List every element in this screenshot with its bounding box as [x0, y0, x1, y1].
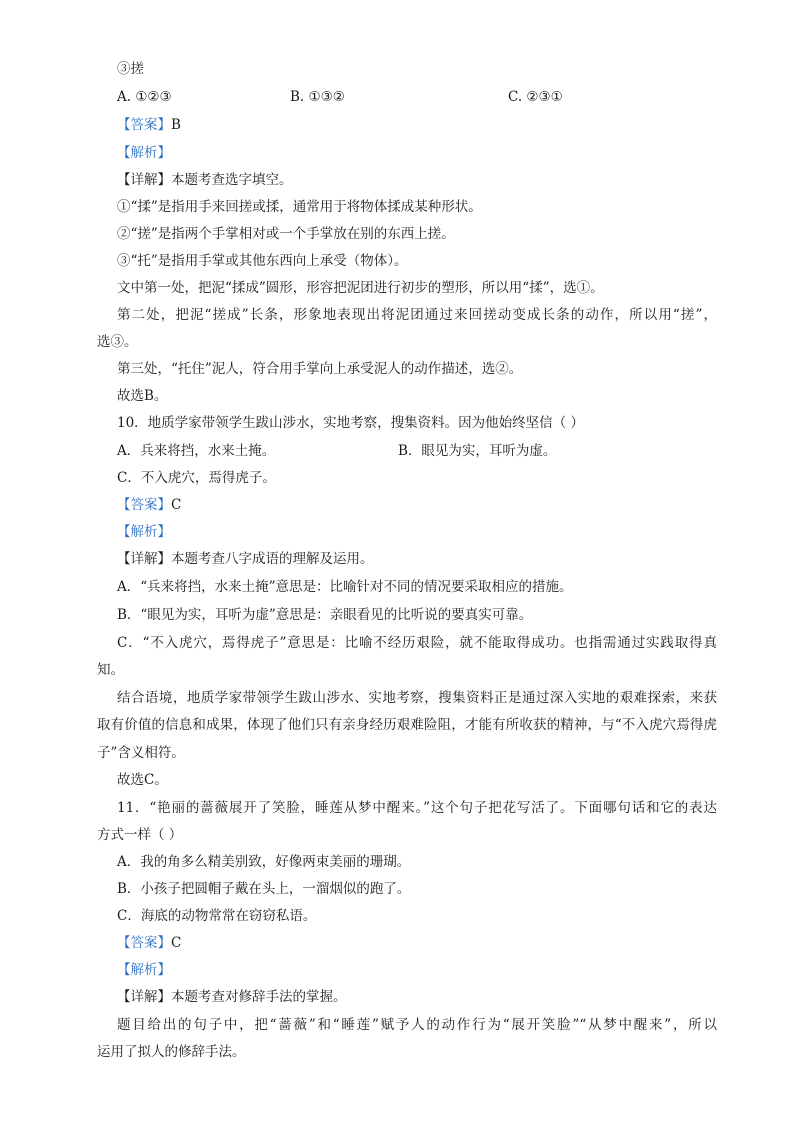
q10-context-1: 结合语境，地质学家带领学生跋山涉水、实地考察，搜集资料正是通过深入实地的艰难探索，来获: [117, 690, 717, 706]
q10-explain-a: A．“兵来将挡，水来土掩”意思是：比喻针对不同的情况要采取相应的措施。: [117, 579, 573, 595]
q9-conclusion: 故选B。: [117, 388, 168, 404]
q9-answer: [117, 116, 717, 134]
q10-detail: [117, 550, 717, 568]
q10-analysis-tag: 【解析】: [117, 524, 171, 540]
q10-conclusion: 故选C。: [117, 772, 168, 788]
q11-detail: [117, 988, 717, 1006]
q11-question-1: 11．“艳丽的蔷薇展开了笑脸，睡莲从梦中醒来。”这个句子把花写活了。下面哪句话和它的表达: [117, 800, 717, 816]
q10-option-c: C．不入虎穴，焉得虎子。: [117, 470, 276, 486]
q9-option-a: A. ①②③: [117, 89, 172, 105]
detail-text: 本题考查对修辞手法的掌握。: [171, 989, 347, 1005]
detail-text: 本题考查八字成语的理解及运用。: [171, 551, 374, 567]
q9-option-c: C. ②③①: [508, 89, 563, 105]
q9-detail: [117, 171, 717, 189]
q11-analysis-tag: 【解析】: [117, 962, 171, 978]
q9-explain-6: 第三处，“托住”泥人，符合用手掌向上承受泥人的动作描述，选②。: [117, 361, 523, 377]
q10-question: 10．地质学家带领学生跋山涉水，实地考察，搜集资料。因为他始终坚信（ ）: [117, 415, 584, 431]
q11-option-b: B．小孩子把圆帽子戴在头上，一溜烟似的跑了。: [117, 881, 411, 897]
detail-tag: 【详解】: [117, 172, 171, 188]
q10-explain-c1: C．“不入虎穴，焉得虎子”意思是：比喻不经历艰险，就不能取得成功。也指需通过实践取得真: [117, 635, 717, 651]
q10-explain-c2: 知。: [97, 662, 124, 678]
q9-explain-5a: 第二处，把泥“搓成”长条，形象地表现出将泥团通过来回搓动变成长条的动作，所以用“搓”，: [117, 307, 717, 323]
answer-value: B: [171, 117, 181, 133]
option-3-line: ③搓: [117, 61, 144, 77]
q9-analysis-tag: 【解析】: [117, 145, 171, 161]
q11-option-c: C．海底的动物常常在窃窃私语。: [117, 908, 317, 924]
q9-explain-4: 文中第一处，把泥“揉成”圆形，形容把泥团进行初步的塑形，所以用“揉”，选①。: [117, 280, 604, 296]
answer-value: C: [171, 497, 182, 513]
q10-context-3: 子”含义相符。: [97, 745, 185, 761]
detail-text: 本题考查选字填空。: [171, 172, 293, 188]
q11-option-a: A．我的角多么精美别致，好像两束美丽的珊瑚。: [117, 854, 411, 870]
q9-option-b: B. ①③②: [290, 89, 345, 105]
q10-option-a: A．兵来将挡，水来土掩。: [117, 443, 276, 459]
answer-tag: 【答案】: [117, 935, 171, 951]
answer-value: C: [171, 935, 182, 951]
q9-explain-3: ③“托”是指用手掌或其他东西向上承受（物体）。: [117, 253, 408, 269]
q11-answer: [117, 934, 717, 952]
q11-explain-2: 运用了拟人的修辞手法。: [97, 1044, 246, 1060]
q9-explain-2: ②“搓”是指两个手掌相对或一个手掌放在别的东西上搓。: [117, 226, 455, 242]
q10-answer: [117, 496, 717, 514]
q11-explain-1: 题目给出的句子中，把“蔷薇”和“睡莲”赋予人的动作行为“展开笑脸”“从梦中醒来”，所以: [117, 1017, 717, 1033]
q9-explain-5b: 选③。: [97, 334, 138, 350]
answer-tag: 【答案】: [117, 117, 171, 133]
q10-context-2: 取有价值的信息和成果，体现了他们只有亲身经历艰难险阻，才能有所收获的精神，与“不入虎穴焉得虎: [97, 717, 717, 733]
detail-tag: 【详解】: [117, 989, 171, 1005]
q11-question-2: 方式一样（ ）: [97, 827, 183, 843]
q9-explain-1: ①“揉”是指用手来回搓或揉，通常用于将物体揉成某种形状。: [117, 199, 482, 215]
answer-tag: 【答案】: [117, 497, 171, 513]
detail-tag: 【详解】: [117, 551, 171, 567]
q10-option-b: B．眼见为实，耳听为虚。: [398, 443, 557, 459]
q10-explain-b: B．“眼见为实，耳听为虚”意思是：亲眼看见的比听说的要真实可靠。: [117, 607, 533, 623]
